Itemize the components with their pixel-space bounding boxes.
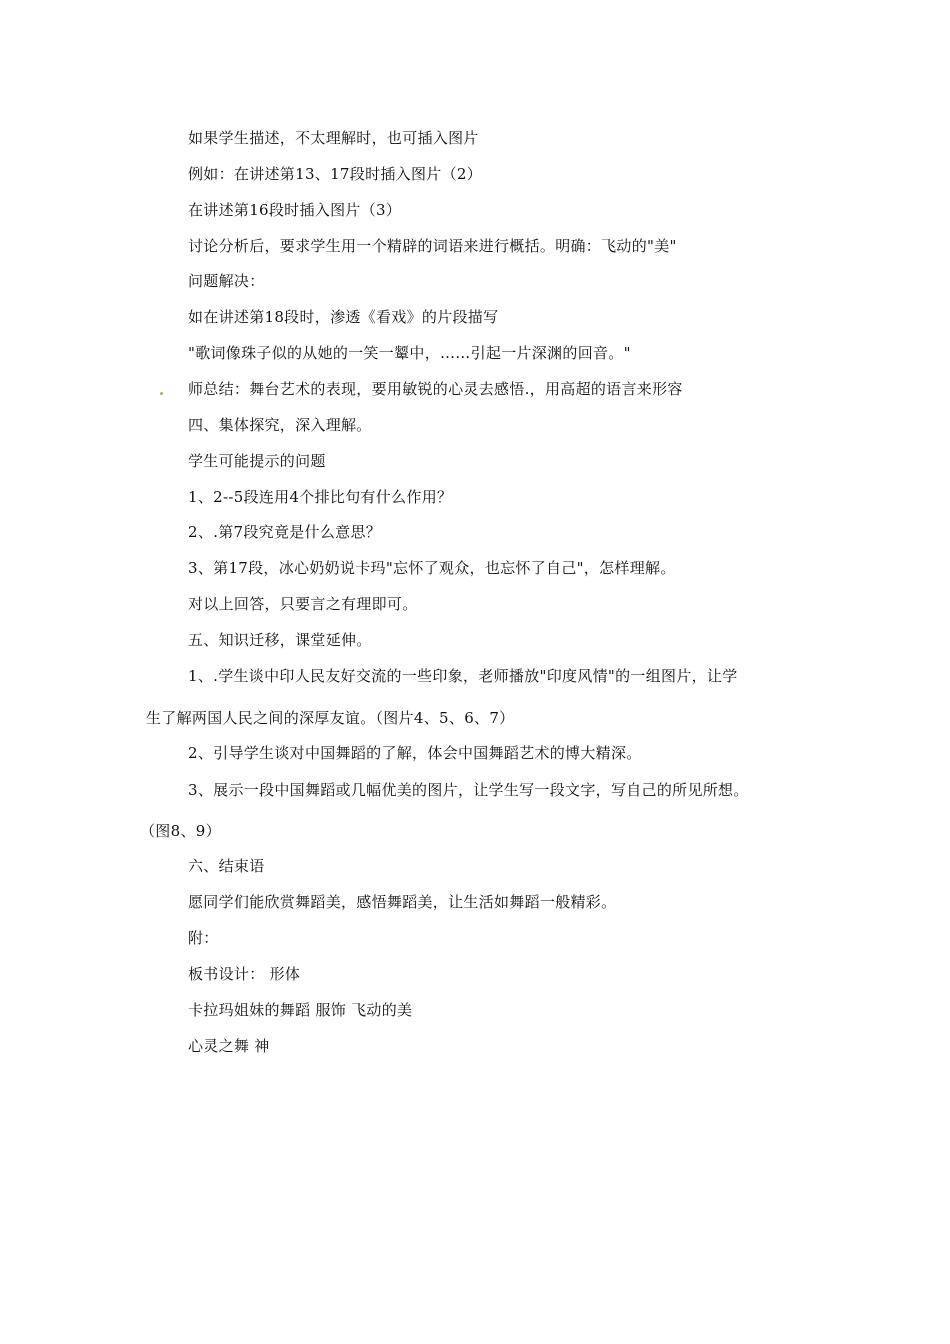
text-line-12: 2、.第7段究竟是什么意思？: [188, 523, 382, 541]
text-line-3: 在讲述第16段时插入图片（3）: [188, 201, 402, 219]
text-line-13: 3、第17段，冰心奶奶说卡玛"忘怀了观众，也忘怀了自己"，怎样理解。: [188, 559, 676, 577]
text-line-6: 如在讲述第18段时，渗透《看戏》的片段描写: [188, 308, 499, 326]
text-line-16: 1、.学生谈中印人民友好交流的一些印象，老师播放"印度风情"的一组图片，让学: [188, 667, 738, 685]
text-line-26: 心灵之舞 神: [188, 1037, 270, 1055]
text-line-24: 板书设计： 形体: [188, 965, 301, 983]
text-line-25: 卡拉玛姐妹的舞蹈 服饰 飞动的美: [188, 1001, 413, 1019]
text-line-14: 对以上回答，只要言之有理即可。: [188, 595, 418, 613]
text-line-21: 六、结束语: [188, 857, 265, 875]
text-line-15: 五、知识迁移，课堂延伸。: [188, 631, 372, 649]
text-line-20: （图8、9）: [140, 822, 221, 840]
text-line-22: 愿同学们能欣赏舞蹈美，感悟舞蹈美，让生活如舞蹈一般精彩。: [188, 893, 617, 911]
text-line-18: 2、引导学生谈对中国舞蹈的了解，体会中国舞蹈艺术的博大精深。: [188, 744, 642, 762]
text-line-8: 师总结：舞台艺术的表现，要用敏锐的心灵去感悟.，用高超的语言来形容: [188, 380, 683, 398]
text-line-5: 问题解决：: [188, 272, 265, 290]
text-line-1: 如果学生描述，不太理解时，也可插入图片: [188, 129, 479, 147]
text-line-9: 四、集体探究，深入理解。: [188, 416, 372, 434]
text-line-2: 例如：在讲述第13、17段时插入图片（2）: [188, 165, 483, 183]
text-line-17: 生了解两国人民之间的深厚友谊。（图片4、5、6、7）: [146, 709, 515, 727]
stray-mark: [160, 392, 163, 395]
text-line-7: "歌词像珠子似的从她的一笑一颦中，……引起一片深渊的回音。": [188, 344, 631, 362]
text-line-23: 附：: [188, 929, 219, 947]
text-line-4: 讨论分析后，要求学生用一个精辟的词语来进行概括。明确：飞动的"美": [188, 237, 677, 255]
text-line-19: 3、展示一段中国舞蹈或几幅优美的图片，让学生写一段文字，写自己的所见所想。: [188, 781, 749, 799]
text-line-11: 1、2--5段连用4个排比句有什么作用？: [188, 488, 453, 506]
text-line-10: 学生可能提示的问题: [188, 452, 326, 470]
